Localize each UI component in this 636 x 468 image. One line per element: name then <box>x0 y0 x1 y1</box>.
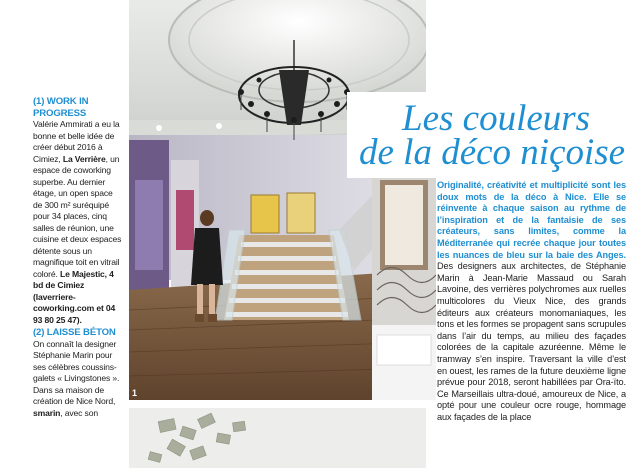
pebbles-photo <box>129 408 426 468</box>
left-column <box>33 96 123 468</box>
venue-name: smarin <box>33 407 61 418</box>
headline-line2: de la déco niçoise <box>359 132 626 173</box>
headline <box>347 92 636 178</box>
section-text: , un espace de coworking superbe. Au dernier étage, un open space de 300 m² suréquipé pour 34 places, cinq salles de réunion, une cuisine et deux espaces détente sous un magnifique toit en vitrail coloré. <box>33 153 122 279</box>
section-body-work-in-progress <box>33 119 123 326</box>
article-body <box>437 180 626 468</box>
venue-address: Le Majestic, 4 bd de Cimiez (laverriere-coworking.com et 04 93 80 25 47). <box>33 268 116 325</box>
article-lead: Originalité, créativité et multiplicité sont les doux mots de la déco à Nice. Elle se réinvente à chaque saison au rythme de l’inspiration et de la fantaisie de ses créateurs, sans limites, comme la Méditerranée qui recrée chaque jour toutes les nuances de bleu sur la baie des Anges. <box>437 180 626 260</box>
article-text: Des designers aux architectes, de Stéphanie Marin à Jean-Marie Massaud ou Sarah Lavoine, des verrières polychromes aux ruelles multicolores du Vieux Nice, des grands éditeurs aux créateurs monomaniaques, les tons et les formes se propagent sans scrupules dans l’air du temps, au milieu des façades colorées de la capitale azuréenne. Même le tramway s’en inspire. Traversant la ville d’est en ouest, les rames de la future deuxième ligne prévue pour 2018, seront habillées par Ora-ïto. Ce Marseillais ultra-doué, amoureux de Nice, a opté pour une couleur ocre rouge, hommage aux façades de la place <box>437 261 626 422</box>
section-title-work-in-progress <box>33 96 123 119</box>
section-text: , avec son <box>60 407 98 418</box>
photo-number: 1 <box>132 388 138 398</box>
venue-name: La Verrière <box>62 153 106 164</box>
section-title-laisse-beton: (2) LAISSE BÉTON <box>33 327 116 338</box>
section-text: Valérie Ammirati a eu la bonne et belle idée de créer début 2016 à Cimiez, <box>33 119 120 164</box>
pebbles-illustration <box>129 408 426 468</box>
section-title-line1: (1) WORK IN <box>33 96 89 107</box>
section-body-laisse-beton <box>33 339 123 420</box>
side-photo <box>372 175 436 400</box>
balustrade-illustration <box>372 175 436 400</box>
headline-line1: Les couleurs <box>402 98 591 139</box>
section-text: On connaît la designer Stéphanie Marin pour ses célèbres coussins-galets « Livingstones ». Dans sa maison de création de Nice Nord, <box>33 338 120 406</box>
section-title-line2: PROGRESS <box>33 107 87 119</box>
